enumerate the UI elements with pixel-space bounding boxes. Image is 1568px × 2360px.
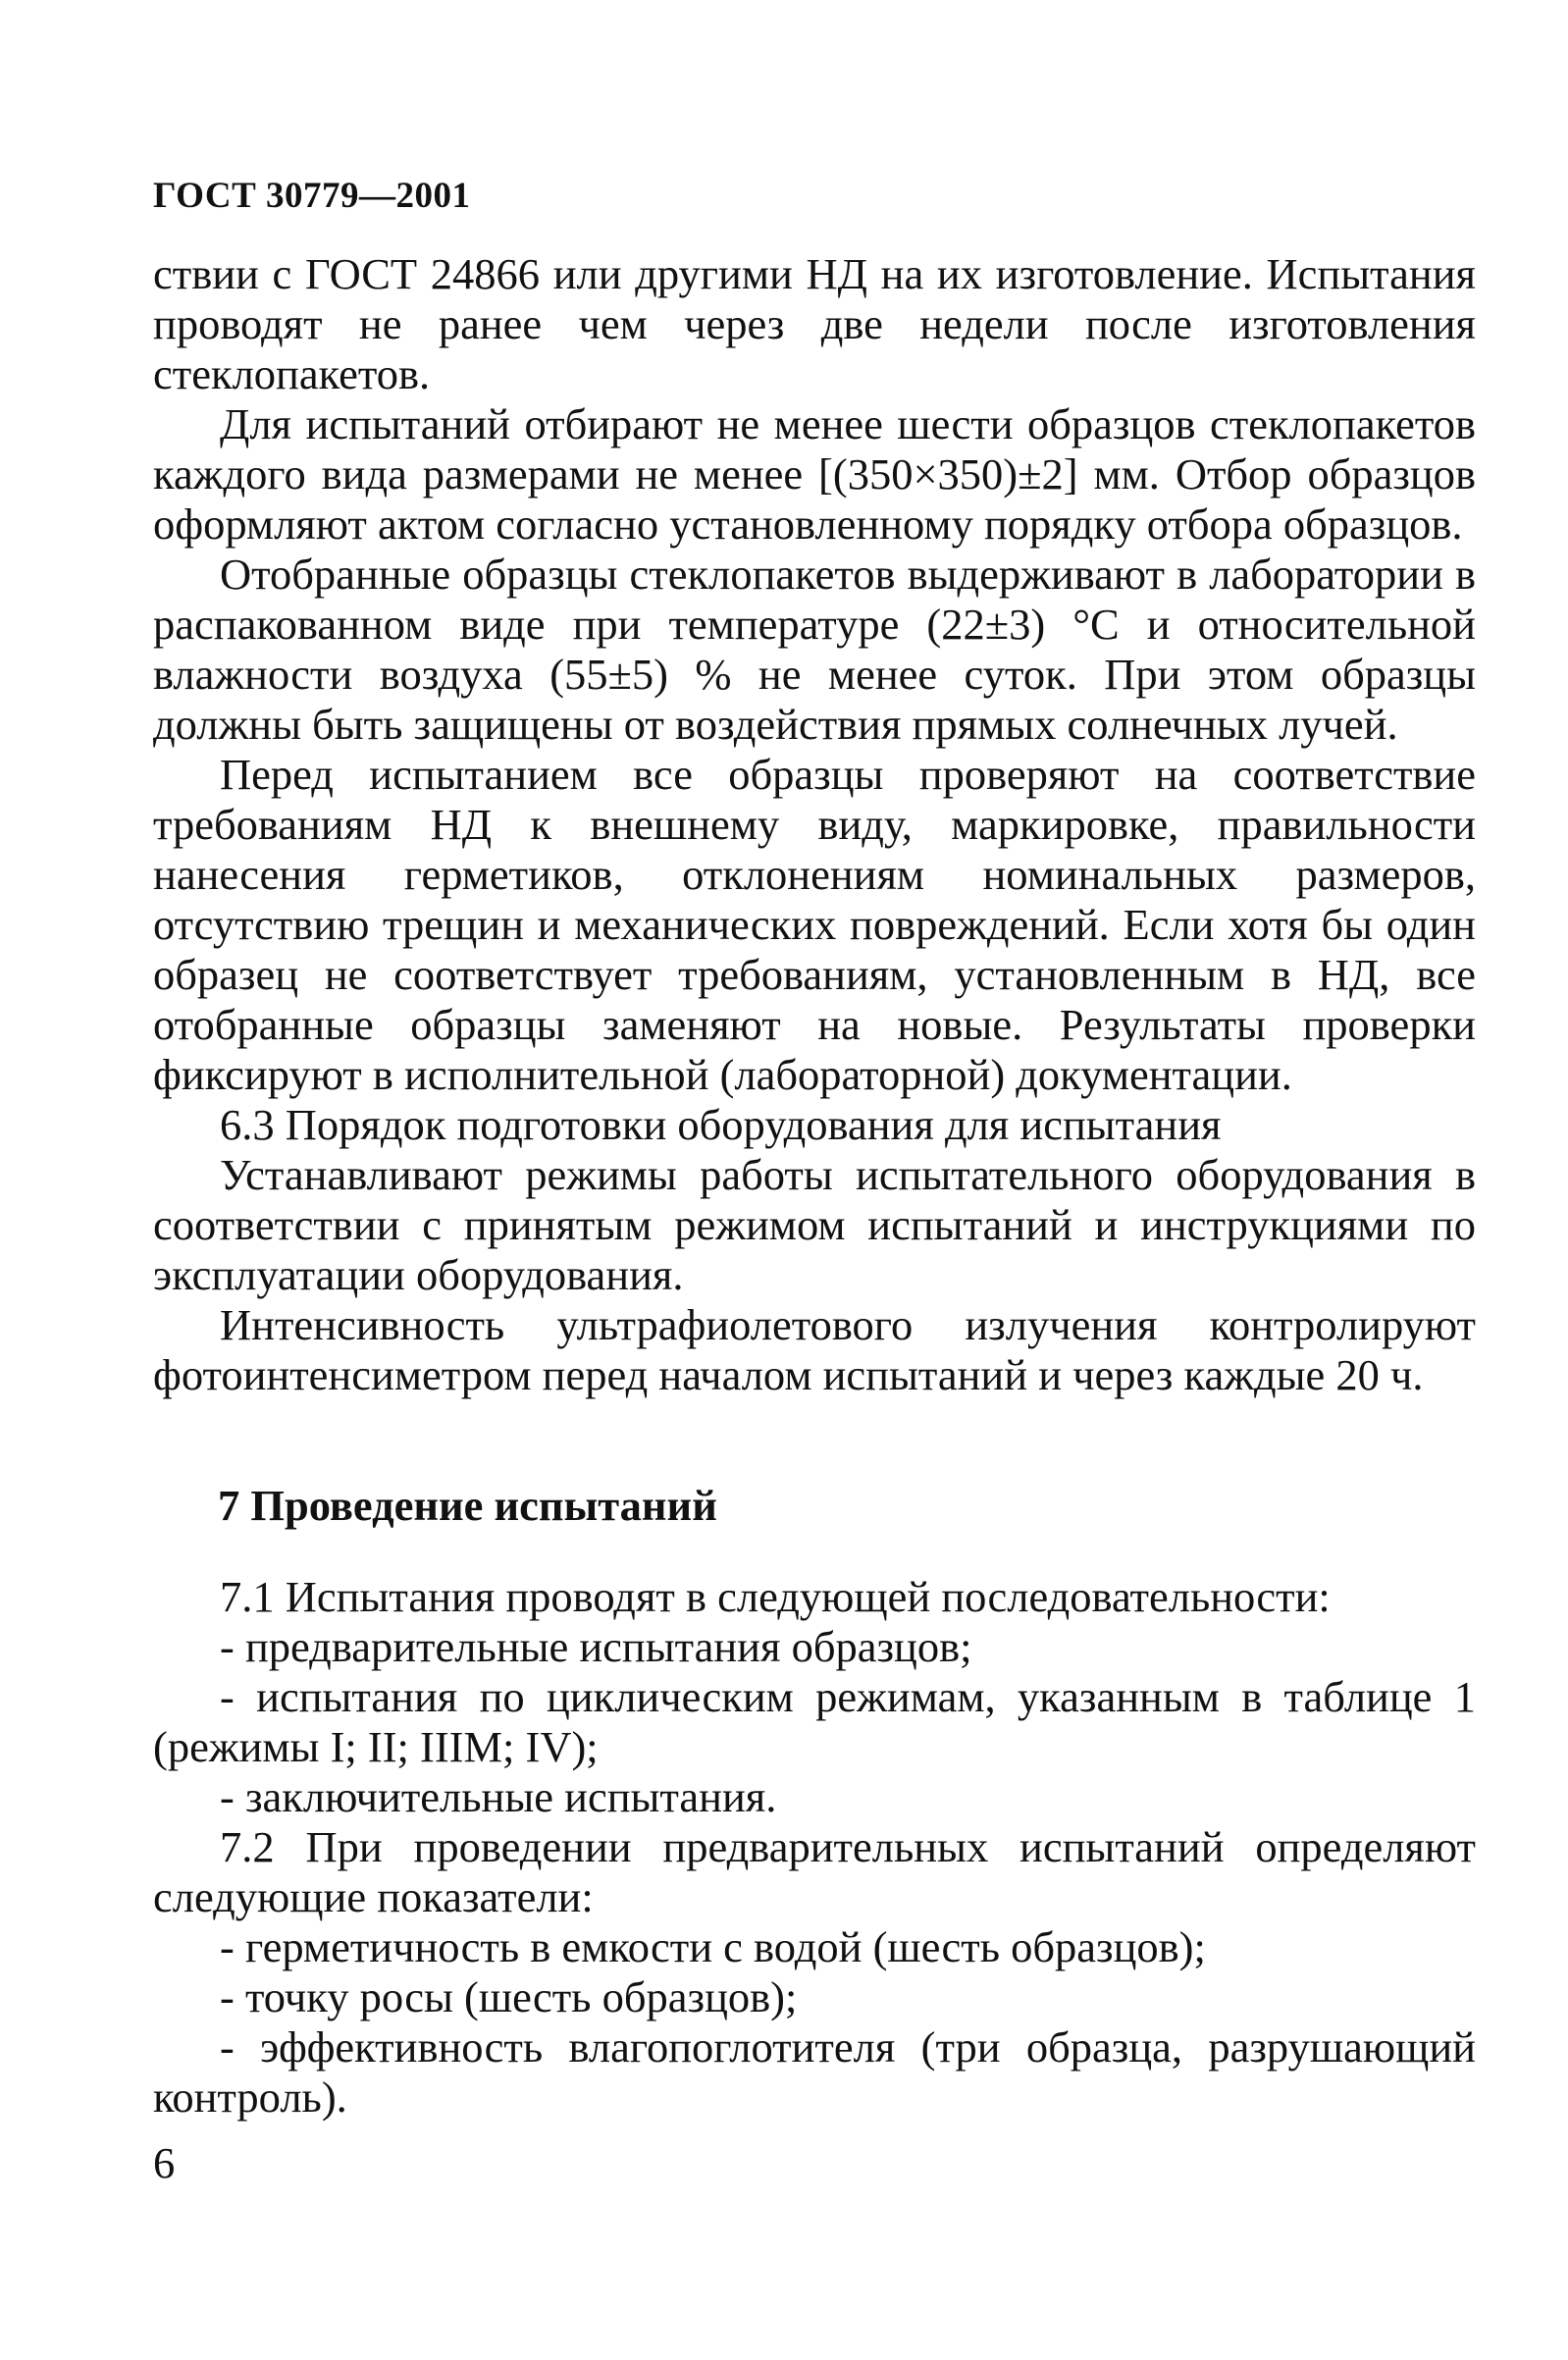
paragraph: Устанавливают режимы работы испытательного оборудования в соответствии с принятым режимом испытаний и инструкциями по эксплуатации оборудования.	[153, 1150, 1476, 1299]
list-item: - заключительные испытания.	[220, 1772, 777, 1821]
list-item: - герметичность в емкости с водой (шесть образцов);	[220, 1922, 1206, 1971]
paragraph: 7.2 При проведении предварительных испытаний определяют следующие показатели:	[153, 1822, 1476, 1921]
body-text-before-section	[153, 249, 1476, 1400]
paragraph: Отобранные образцы стеклопакетов выдерживают в лаборатории в распакованном виде при температуре (22±3) °С и относительной влажности воздуха (55±5) % не менее суток. При этом образцы должны быть защищены от воздействия прямых солнечных лучей.	[153, 550, 1476, 749]
paragraph: Перед испытанием все образцы проверяют на соответствие требованиям НД к внешнему виду, маркировке, правильности нанесения герметиков, отклонениям номинальных размеров, отсутствию трещин и механических повреждений. Если хотя бы один образец не соответствует требованиям, установленным в НД, все отобранные образцы заменяют на новые. Результаты проверки фиксируют в исполнительной (лабораторной) документации.	[153, 750, 1476, 1099]
list-item: - испытания по циклическим режимам, указанным в таблице 1 (режимы I; II; IIIМ; IV);	[153, 1672, 1476, 1771]
list-item: - точку росы (шесть образцов);	[220, 1972, 798, 2021]
section-title: 7 Проведение испытаний	[218, 1481, 717, 1530]
page-number: 6	[153, 2138, 176, 2187]
paragraph: Интенсивность ультрафиолетового излучения контролируют фотоинтенсиметром перед началом испытаний и через каждые 20 ч.	[153, 1300, 1476, 1399]
list-item: - предварительные испытания образцов;	[220, 1622, 972, 1671]
paragraph: ствии с ГОСТ 24866 или другими НД на их изготовление. Испытания проводят не ранее чем через две недели после изготовления стеклопакетов.	[153, 249, 1476, 398]
paragraph: Для испытаний отбирают не менее шести образцов стеклопакетов каждого вида размерами не менее [(350×350)±2] мм. Отбор образцов оформляют актом согласно установленному порядку отбора образцов.	[153, 399, 1476, 549]
body-text-after-section	[153, 1572, 1476, 2123]
subsection-heading: 6.3 Порядок подготовки оборудования для испытания	[220, 1100, 1222, 1149]
paragraph: 7.1 Испытания проводят в следующей последовательности:	[220, 1572, 1331, 1621]
list-item: - эффективность влагопоглотителя (три образца, разрушающий контроль).	[153, 2022, 1476, 2122]
document-header: ГОСТ 30779—2001	[153, 176, 471, 216]
